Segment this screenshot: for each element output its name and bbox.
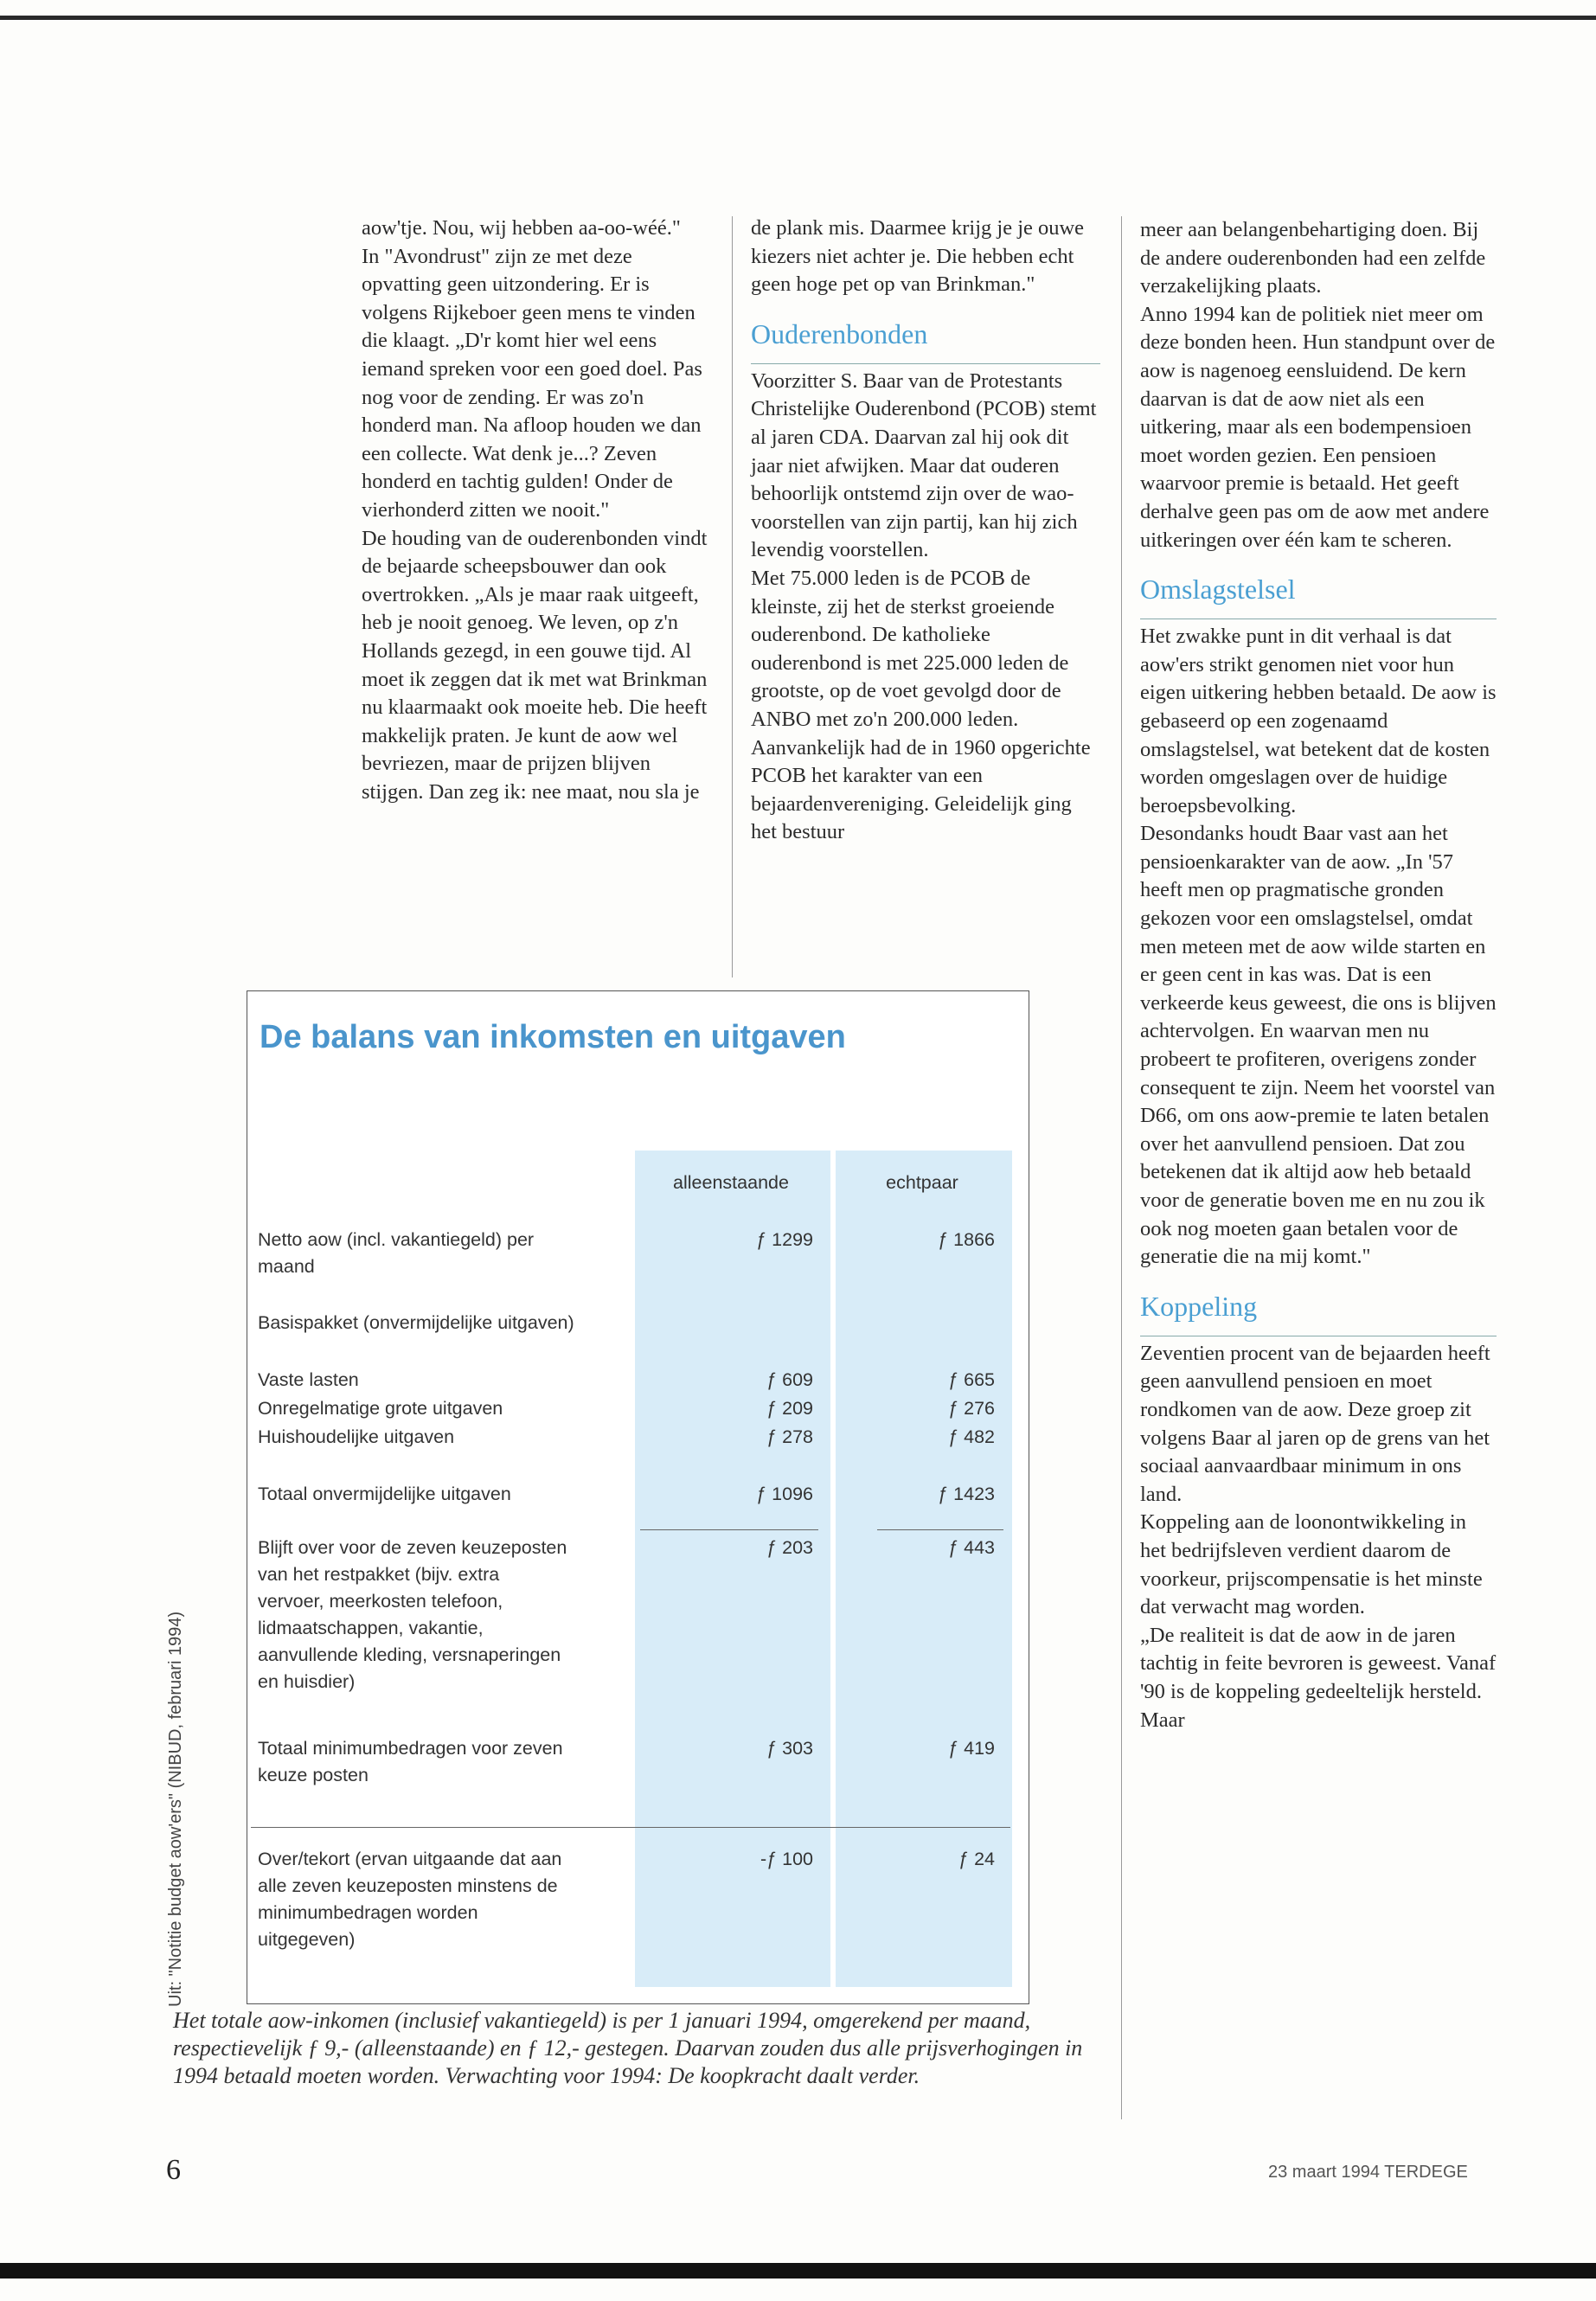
sum-rule: [640, 1529, 818, 1530]
table-cell: ƒ 1299: [756, 1229, 813, 1250]
table-row-label: Totaal minimumbedragen voor zeven keuze posten: [258, 1738, 563, 1785]
table-cell: ƒ 303: [766, 1738, 813, 1759]
top-rule: [0, 16, 1596, 20]
table-cell: ƒ 665: [948, 1369, 995, 1390]
column-rule: [1121, 216, 1122, 2119]
paragraph: „De realiteit is dat de aow in de jaren tachtig in feite bevroren is geweest. Vanaf '90 is de koppeling gedeeltelijk hersteld. Maar: [1140, 1623, 1497, 1732]
paragraph: Voorzitter S. Baar van de Protestants Christelijke Ouderenbond (PCOB) stemt al jaren CDA. Daarvan zal hij ook dit jaar niet afwijken. Maar dat ouderen behoorlijk ontstemd zijn over de wao-voorstellen van zijn partij, kan hij zich levendig voorstellen.: [751, 369, 1097, 562]
sum-rule: [877, 1529, 1003, 1530]
article-column-1: [362, 215, 715, 806]
table-row-label: Onregelmatige grote uitgaven: [258, 1398, 503, 1419]
paragraph: meer aan belangenbehartiging doen. Bij de andere ouderenbonden had een zelfde verzakelijking plaats.: [1140, 218, 1486, 298]
table-cell: ƒ 482: [948, 1426, 995, 1447]
column-header: echtpaar: [886, 1172, 958, 1193]
paragraph: aow'tje. Nou, wij hebben aa-oo-wéé.": [362, 216, 681, 240]
paragraph: Met 75.000 leden is de PCOB de kleinste, zij het de sterkst groeiende ouderenbond. De katholieke ouderenbond is met 225.000 leden de grootste, op de voet gevolgd door de ANBO met zo'n 200.000 leden. Aanvankelijk had de in 1960 opgerichte PCOB het karakter van een bejaardenvereniging. Geleidelijk ging het bestuur: [751, 566, 1091, 844]
column-header: alleenstaande: [673, 1172, 789, 1193]
table-caption: Het totale aow-inkomen (inclusief vakantiegeld) is per 1 januari 1994, omgerekend per maand, respectievelijk ƒ 9,- (alleenstaande) en ƒ 12,- gestegen. Daarvan zouden dus alle prijsverhogingen in 1994 betaald moeten worden. Verwachting voor 1994: De koopkracht daalt verder.: [173, 2008, 1083, 2088]
table-row-label: Basispakket (onvermijdelijke uitgaven): [258, 1312, 574, 1333]
table-row-label: Vaste lasten: [258, 1369, 359, 1390]
table-cell: ƒ 443: [948, 1537, 995, 1558]
table-cell: ƒ 209: [766, 1398, 813, 1419]
table-cell: ƒ 276: [948, 1398, 995, 1419]
table-cell: ƒ 278: [766, 1426, 813, 1447]
page-number: 6: [166, 2154, 181, 2186]
article-column-2: [751, 215, 1100, 847]
paragraph: Koppeling aan de loonontwikkeling in het bedrijfsleven verdient daarom de voorkeur, prijscompensatie is het minste dat verwacht mag worden.: [1140, 1510, 1483, 1619]
table-row-label: Totaal onvermijdelijke uitgaven: [258, 1484, 511, 1504]
subheading-koppeling: Koppeling: [1140, 1290, 1258, 1322]
paragraph: De houding van de ouderenbonden vindt de bejaarde scheepsbouwer dan ook overtrokken. „Als je maar raak uitgeeft, heb je nooit genoeg. We leven, op z'n Hollands gezegd, in een gouwe tijd. Al moet ik zeggen dat ik met wat Brinkman nu klaarmaakt ook moeite heb. Die heeft makkelijk praten. Je kunt de aow wel bevriezen, maar de prijzen blijven stijgen. Dan zeg ik: nee maat, nou sla je: [362, 526, 708, 804]
table-title: De balans van inkomsten en uitgaven: [260, 1019, 846, 1055]
subheading-rule: [751, 363, 1100, 364]
table-cell: ƒ 1866: [938, 1229, 995, 1250]
table-source: Uit: "Notitie budget aow'ers" (NIBUD, februari 1994): [166, 1611, 185, 2007]
issue-footer: 23 maart 1994 TERDEGE: [1268, 2163, 1468, 2182]
subheading-ouderenbonden: Ouderenbonden: [751, 317, 928, 349]
table-divider: [251, 1827, 1010, 1828]
table-row-label: Blijft over voor de zeven keuzeposten van het restpakket (bijv. extra vervoer, meerkosten telefoon, lidmaatschappen, vakantie, aanvullende kleding, versnaperingen en huisdier): [258, 1537, 567, 1692]
article-column-3: [1140, 216, 1497, 1734]
paragraph: Het zwakke punt in dit verhaal is dat aow'ers strikt genomen niet voor hun eigen uitkering hebben betaald. De aow is gebaseerd op een zogenaamd omslagstelsel, wat betekent dat de kosten worden omgeslagen over de huidige beroepsbevolking.: [1140, 625, 1497, 817]
table-cell: -ƒ 100: [760, 1849, 813, 1869]
table-row-label: Huishoudelijke uitgaven: [258, 1426, 455, 1447]
table-cell: ƒ 1423: [938, 1484, 995, 1504]
paragraph: Desondanks houdt Baar vast aan het pensioenkarakter van de aow. „In '57 heeft men op pragmatische gronden gekozen voor een omslagstelsel, omdat men meteen met de aow wilde starten en er geen cent in kas was. Dat is een verkeerde keus geweest, die ons is blijven achtervolgen. En waarvan men nu probeert te profiteren, overigens zonder consequent te zijn. Neem het voorstel van D66, om ons aow-premie te laten betalen over het aanvullend pensioen. Dat zou betekenen dat ik altijd aow heb betaald voor de generatie boven me en nu zou ik ook nog moeten gaan betalen voor de generatie die na mij komt.": [1140, 822, 1497, 1269]
table-cell: ƒ 203: [766, 1537, 813, 1558]
table-row-label: Over/tekort (ervan uitgaande dat aan alle zeven keuzeposten minstens de minimumbedragen worden uitgegeven): [258, 1849, 562, 1950]
bottom-rule: [0, 2263, 1596, 2279]
subheading-omslagstelsel: Omslagstelsel: [1140, 574, 1296, 606]
table-cell: ƒ 419: [948, 1738, 995, 1759]
table-cell: ƒ 24: [958, 1849, 995, 1869]
paragraph: de plank mis. Daarmee krijg je je ouwe kiezers niet achter je. Die hebben echt geen hoge pet op van Brinkman.": [751, 216, 1085, 297]
paragraph: Zeventien procent van de bejaarden heeft geen aanvullend pensioen en moet rondkomen van de aow. Deze groep zit volgens Baar al jaren op de grens van het sociaal aanvaardbaar minimum in ons land.: [1140, 1341, 1490, 1506]
paragraph: Anno 1994 kan de politiek niet meer om deze bonden heen. Hun standpunt over de aow is nagenoeg eensluidend. De kern daarvan is dat de aow niet als een uitkering, maar als een bodempensioen moet worden gezien. Een pensioen waarvoor premie is betaald. Het geeft derhalve geen pas om de aow met andere uitkeringen over één kam te scheren.: [1140, 302, 1496, 552]
table-cell: ƒ 609: [766, 1369, 813, 1390]
table-row-label: Netto aow (incl. vakantiegeld) per maand: [258, 1229, 535, 1277]
table-cell: ƒ 1096: [756, 1484, 813, 1504]
column-rule: [732, 216, 733, 977]
paragraph: In "Avondrust" zijn ze met deze opvatting geen uitzondering. Er is volgens Rijkeboer geen mens te vinden die klaagt. „D'r komt hier wel eens iemand spreken voor een goed doel. Pas nog voor de zending. Er was zo'n honderd man. Na afloop houden we dan een collecte. Wat denk je...? Zeven honderd en tachtig gulden! Onder de vierhonderd zitten we nooit.": [362, 244, 702, 522]
